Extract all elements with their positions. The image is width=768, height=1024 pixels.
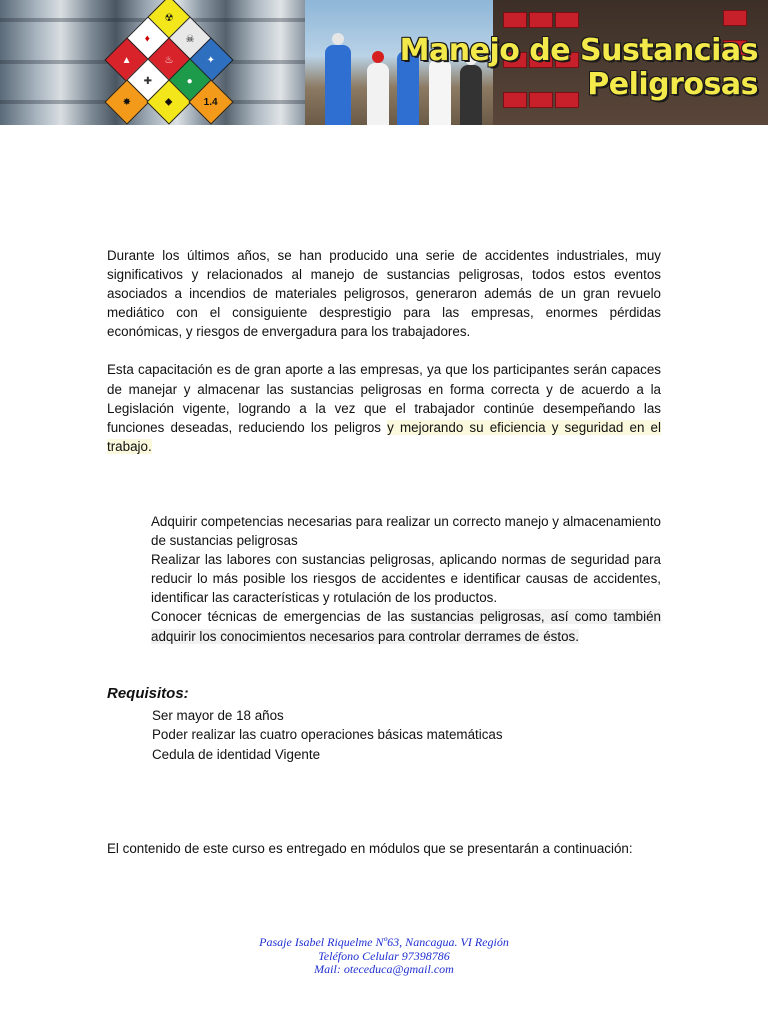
intro-paragraph-1: Durante los últimos años, se han producido una serie de accidentes industriales, muy significativos y relacionados al manejo de sustancias peligrosas, todos estos eventos asociados a incendios de materiales peligrosos, generaron además de un gran revuelo mediático con el consiguiente desprestigio para las empresas, enormes pérdidas económicas, y riesgos de envergadura para los trabajadores. xyxy=(107,248,661,340)
objective-item-3-text: Conocer técnicas de emergencias de las xyxy=(151,609,411,625)
intro-paragraph-2-highlight: y mejorando su eficiencia y seguridad en el trabajo. xyxy=(107,419,661,454)
footer-address: Pasaje Isabel Riquelme Nº63, Nancagua. VI Región xyxy=(259,935,509,949)
banner-title-line1: Manejo de Sustancias xyxy=(399,33,758,68)
objective-item: Realizar las labores con sustancias peligrosas, aplicando normas de seguridad para reducir lo más posible los riesgos de accidentes e identificar causas de accidentes, identificar las características y rotulación de los productos. xyxy=(151,552,661,606)
objective-item: Adquirir competencias necesarias para realizar un correcto manejo y almacenamiento de sustancias peligrosas xyxy=(151,514,661,549)
banner-title xyxy=(400,34,758,102)
header-banner xyxy=(0,0,768,125)
footer-contact xyxy=(0,936,768,977)
requirement-item: Ser mayor de 18 años xyxy=(152,708,284,723)
hazard-diamonds-image: ☢ ♦ ☠ ▲ ♨ ✦ ✚ ● ✸ ◆ 1.4 xyxy=(108,0,228,120)
requirements-heading: Requisitos: xyxy=(107,685,189,702)
intro-paragraph-2 xyxy=(107,360,661,455)
footer-phone: Teléfono Celular 97398786 xyxy=(318,948,450,963)
requirements-list xyxy=(152,706,503,764)
requirement-item: Cedula de identidad Vigente xyxy=(152,746,321,762)
objective-item-3-highlight: sustancias peligrosas, así como también adquirir los conocimientos necesarios para controlar derrames de éstos. xyxy=(151,609,661,644)
objectives-list xyxy=(151,512,661,646)
modules-intro: El contenido de este curso es entregado en módulos que se presentarán a continuación: xyxy=(107,841,633,856)
intro-paragraph-2-text: Esta capacitación es de gran aporte a las empresas, ya que los participantes serán capaces de manejar y almacenar las sustancias peligrosas en forma correcta y de acuerdo a la Legislación vigente, logrando a la vez que el trabajador continúe desempeñando las funciones deseadas, reduciendo los peligros xyxy=(107,362,661,435)
requirement-item: Poder realizar las cuatro operaciones básicas matemáticas xyxy=(152,727,503,743)
banner-title-line2: Peligrosas xyxy=(587,67,758,102)
objective-item xyxy=(151,607,661,645)
intro-section xyxy=(107,246,661,456)
footer-email[interactable]: Mail: oteceduca@gmail.com xyxy=(314,962,454,976)
